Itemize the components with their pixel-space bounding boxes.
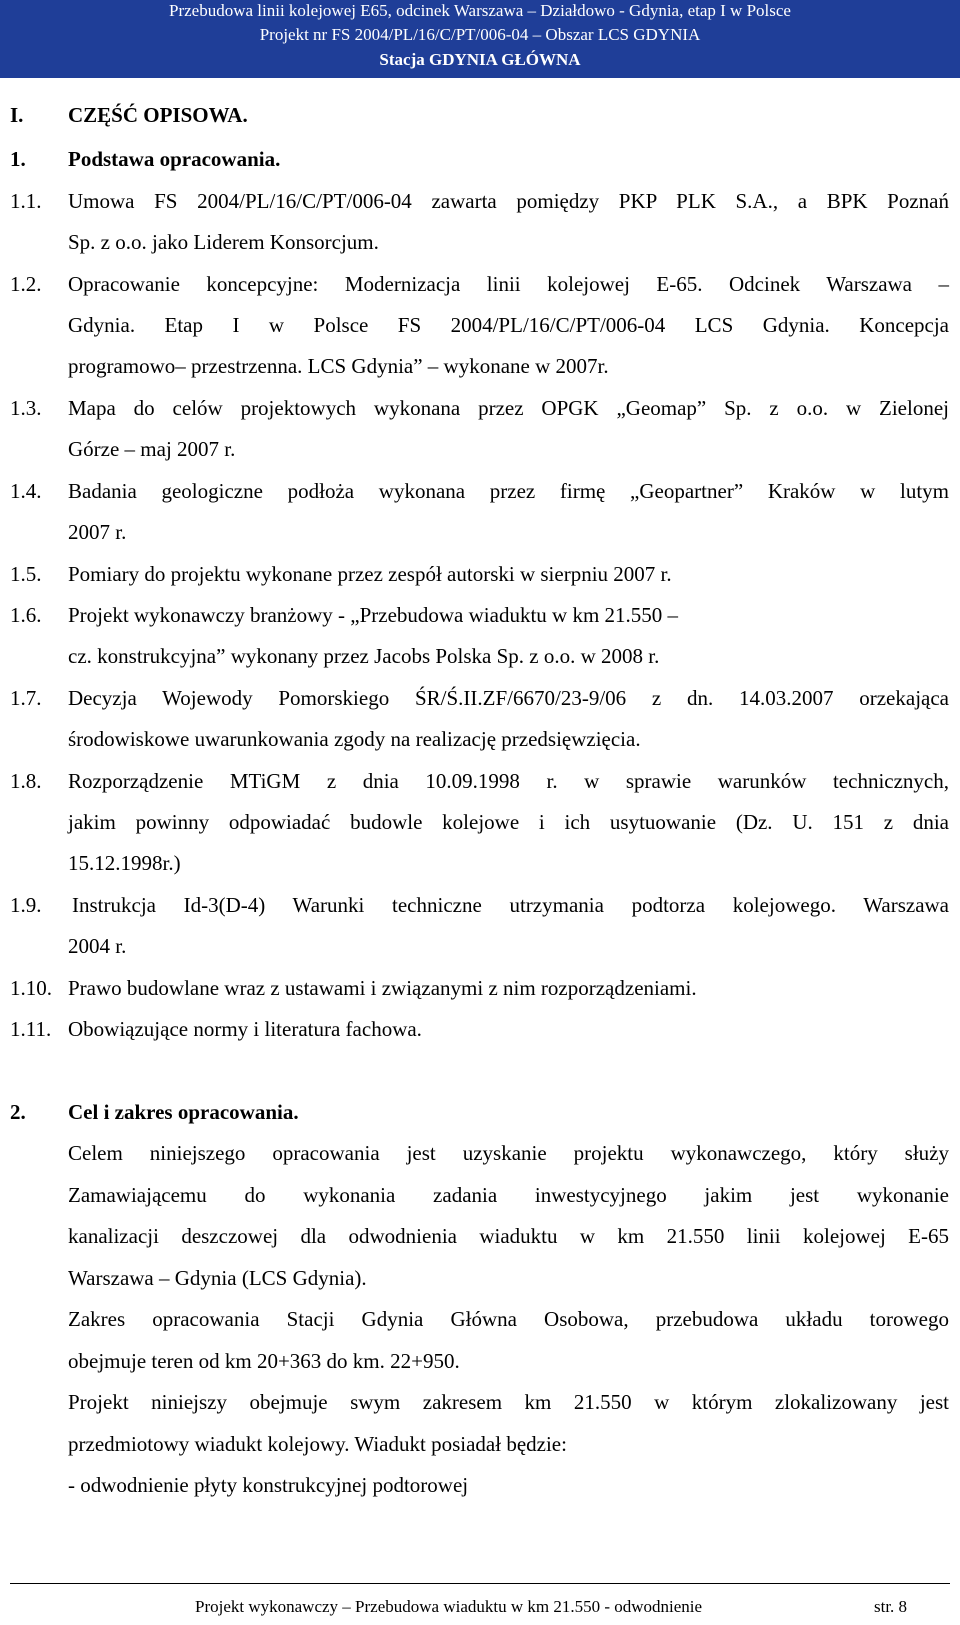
- paragraph-line: Zamawiającemu do wykonania zadania inwestycyjnego jakim jest wykonanie: [68, 1183, 949, 1207]
- paragraph-line: Zakres opracowania Stacji Gdynia Główna Osobowa, przebudowa układu torowego: [68, 1307, 949, 1331]
- list-item-text: Badania geologiczne podłoża wykonana przez firmę „Geopartner” Kraków w lutym: [68, 479, 949, 503]
- page-header: [0, 0, 960, 78]
- list-item-text: Gdynia. Etap I w Polsce FS 2004/PL/16/C/PT/006-04 LCS Gdynia. Koncepcja: [68, 313, 949, 337]
- list-item-number: 1.2.: [10, 272, 42, 296]
- list-item-number: 1.3.: [10, 396, 42, 420]
- list-item-number: 1.8.: [10, 769, 42, 793]
- paragraph-line: kanalizacji deszczowej dla odwodnienia wiaduktu w km 21.550 linii kolejowej E-65: [68, 1224, 949, 1248]
- list-item-number: 1.9.: [10, 893, 42, 917]
- header-project-number: Projekt nr FS 2004/PL/16/C/PT/006-04 – Obszar LCS GDYNIA: [259, 25, 701, 44]
- list-item-number: 1.11.: [10, 1017, 52, 1041]
- list-item-text: Sp. z o.o. jako Liderem Konsorcjum.: [68, 230, 379, 254]
- section-1-title: Podstawa opracowania.: [68, 147, 281, 171]
- list-item-text: programowo– przestrzenna. LCS Gdynia” – wykonane w 2007r.: [68, 354, 609, 378]
- list-item-text: Prawo budowlane wraz z ustawami i związanymi z nim rozporządzeniami.: [68, 976, 697, 1000]
- list-item-number: 1.5.: [10, 562, 42, 586]
- list-item-text: Decyzja Wojewody Pomorskiego ŚR/Ś.II.ZF/6670/23-9/06 z dn. 14.03.2007 orzekająca: [68, 686, 949, 710]
- list-item-text: Pomiary do projektu wykonane przez zespół autorski w sierpniu 2007 r.: [68, 562, 672, 586]
- list-item-text: cz. konstrukcyjna” wykonany przez Jacobs Polska Sp. z o.o. w 2008 r.: [68, 644, 660, 668]
- header-project-title: Przebudowa linii kolejowej E65, odcinek Warszawa – Działdowo - Gdynia, etap I w Polsce: [169, 1, 791, 20]
- list-item-text: Opracowanie koncepcyjne: Modernizacja linii kolejowej E-65. Odcinek Warszawa –: [68, 272, 949, 296]
- list-item-text: środowiskowe uwarunkowania zgody na realizację przedsięwzięcia.: [68, 727, 641, 751]
- header-station-name: Stacja GDYNIA GŁÓWNA: [379, 50, 581, 69]
- paragraph-line: obejmuje teren od km 20+363 do km. 22+950.: [68, 1349, 460, 1373]
- list-item-text: jakim powinny odpowiadać budowle kolejowe i ich usytuowanie (Dz. U. 151 z dnia: [68, 810, 949, 834]
- list-item-text: Górze – maj 2007 r.: [68, 437, 236, 461]
- chapter-number: I.: [10, 103, 24, 127]
- list-item-text: Obowiązujące normy i literatura fachowa.: [68, 1017, 422, 1041]
- section-2-title: Cel i zakres opracowania.: [68, 1100, 299, 1124]
- paragraph-line: Celem niniejszego opracowania jest uzyskanie projektu wykonawczego, który służy: [68, 1141, 949, 1165]
- list-item-number: 1.4.: [10, 479, 42, 503]
- list-item-text: Umowa FS 2004/PL/16/C/PT/006-04 zawarta pomiędzy PKP PLK S.A., a BPK Poznań: [68, 189, 949, 213]
- list-item-text: Mapa do celów projektowych wykonana przez OPGK „Geomap” Sp. z o.o. w Zielonej: [68, 396, 949, 420]
- section-1-number: 1.: [10, 147, 26, 171]
- footer-divider: [10, 1583, 950, 1584]
- paragraph-line: Projekt niniejszy obejmuje swym zakresem km 21.550 w którym zlokalizowany jest: [68, 1390, 949, 1414]
- paragraph-line: Warszawa – Gdynia (LCS Gdynia).: [68, 1266, 367, 1290]
- footer-project-title: Projekt wykonawczy – Przebudowa wiaduktu w km 21.550 - odwodnienie: [195, 1597, 703, 1616]
- section-2-number: 2.: [10, 1100, 26, 1124]
- list-item-number: 1.1.: [10, 189, 42, 213]
- list-item-text: Rozporządzenie MTiGM z dnia 10.09.1998 r. w sprawie warunków technicznych,: [68, 769, 949, 793]
- list-item-number: 1.10.: [10, 976, 52, 1000]
- list-item-text: 2007 r.: [68, 520, 127, 544]
- list-item-number: 1.6.: [10, 603, 42, 627]
- paragraph-line: przedmiotowy wiadukt kolejowy. Wiadukt posiadał będzie:: [68, 1432, 567, 1456]
- list-item-text: Instrukcja Id-3(D-4) Warunki techniczne utrzymania podtorza kolejowego. Warszawa: [72, 893, 949, 917]
- paragraph-line: - odwodnienie płyty konstrukcyjnej podtorowej: [68, 1473, 469, 1497]
- list-item-number: 1.7.: [10, 686, 42, 710]
- list-item-text: 15.12.1998r.): [68, 851, 181, 875]
- page-number: str. 8: [874, 1597, 908, 1616]
- list-item-text: Projekt wykonawczy branżowy - „Przebudowa wiaduktu w km 21.550 –: [68, 603, 679, 627]
- chapter-title: CZĘŚĆ OPISOWA.: [68, 103, 248, 127]
- list-item-text: 2004 r.: [68, 934, 127, 958]
